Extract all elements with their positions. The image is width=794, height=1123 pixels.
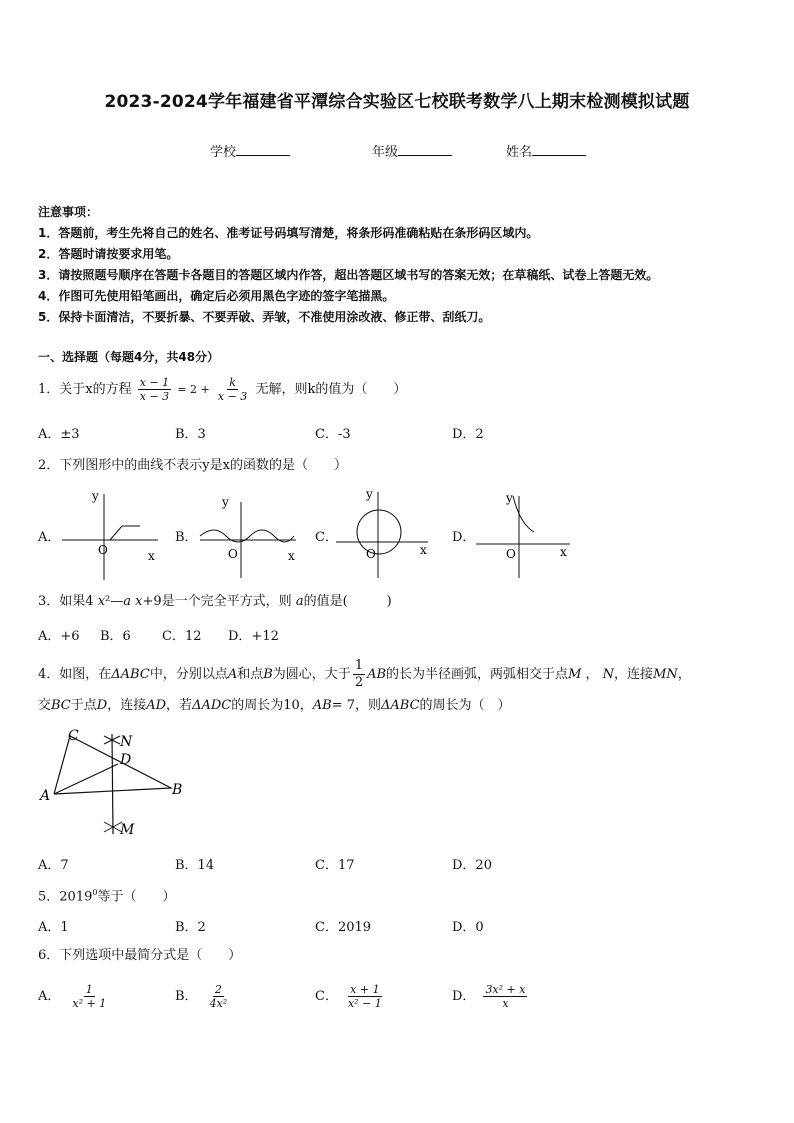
notes-section [38,202,658,328]
q4-option-d: D．20 [452,858,492,873]
origin-label: O [506,547,516,561]
x-axis-label: x [288,549,295,563]
name-field: 姓名 [506,141,586,160]
question-6: 6．下列选项中最简分式是（ ） [38,948,242,963]
point-a-label: A [40,788,51,804]
note-item: 2．答题时请按要求用笔。 [38,247,179,261]
school-field: 学校 [210,141,290,160]
point-b-label: B [172,782,183,798]
q5-option-a: A．1 [38,920,69,935]
y-axis-label: y [506,491,513,505]
question-1: 1．关于x的方程 $\frac{x - 1}{x - 3}$ = 2 + $\frac{k}{x - 3}$ 无解，则k的值为（ ） [38,376,407,403]
origin-label: O [98,543,108,557]
question-4-line1: 4．如图，在ΔABC中，分别以点A和点B为圆心，大于 $\frac{1}{2}$ AB的长为半径画弧，两弧相交于点M ， N，连接MN， [38,658,691,690]
note-item: 5．保持卡面清洁，不要折暴、不要弄破、弄皱，不准使用涂改液、修正带、刮纸刀。 [38,310,491,324]
origin-label: O [228,547,238,561]
point-m-label: M [120,822,135,838]
x-axis-label: x [420,543,427,557]
q5-option-c: C．2019 [315,920,372,935]
q4-option-c: C．17 [315,858,355,873]
graph-d [472,488,582,580]
section-heading: 一、选择题（每题4分，共48分） [38,350,220,364]
note-item: 3．请按照题号顺序在答题卡各题目的答题区域内作答，超出答题区域书写的答案无效；在草稿纸、试卷上答题无效。 [38,268,659,282]
point-c-label: C [68,728,79,744]
q3-option-b: B．6 [100,629,131,644]
q6-option-c: C． $\frac{x + 1}{\text{x² − 1}}$ [315,983,382,1010]
note-item: 4．作图可先使用铅笔画出，确定后必须用黑色字迹的签字笔描黑。 [38,289,395,303]
q6-option-d: D． $\frac{\text{3x² + x}}{x}$ [452,983,526,1010]
q4-option-b: B．14 [175,858,215,873]
q2-option-b: B． [175,530,198,545]
x-axis-label: x [148,549,155,563]
point-n-label: N [120,734,133,750]
y-axis-label: y [92,489,99,503]
y-axis-label: y [222,495,229,509]
notes-heading: 注意事项： [38,205,99,219]
note-item: 1．答题前，考生先将自己的姓名、准考证号码填写清楚，将条形码准确粘贴在条形码区域内。 [38,226,539,240]
question-2: 2．下列图形中的曲线不表示y是x的函数的是（ ） [38,458,347,473]
graph-b [196,490,306,580]
q4-option-a: A．7 [38,858,69,873]
question-5: 5．2019$^0$等于（ ） [38,888,176,905]
q3-option-d: D．+12 [228,629,279,644]
q1-option-c: C．-3 [315,427,351,442]
graph-a [58,484,168,582]
q2-option-c: C． [315,530,338,545]
q3-option-a: A．+6 [38,629,80,644]
q2-option-a: A． [38,530,61,545]
x-axis-label: x [560,545,567,559]
q2-option-d: D． [452,530,476,545]
q1-option-d: D．2 [452,427,484,442]
graph-c [332,484,442,580]
origin-label: O [366,547,376,561]
q1-option-a: A．±3 [38,427,80,442]
q6-option-a: A． $\frac{1}{\text{x² + 1}}$ [38,983,107,1010]
q1-option-b: B．3 [175,427,206,442]
question-4-line2: 交BC于点D，连接AD，若ΔADC的周长为10，AB= 7，则ΔABC的周长为（ ） [38,698,511,713]
question-3: 3．如果4 x²—a x+9是一个完全平方式，则 a的值是( ) [38,594,392,609]
q6-option-b: B． $\frac{2}{\text{4x²}}$ [175,983,228,1010]
triangle-figure [36,724,196,844]
q5-option-b: B．2 [175,920,206,935]
point-d-label: D [120,752,132,768]
page-title: 2023-2024学年福建省平潭综合实验区七校联考数学八上期末检测模拟试题 [104,92,690,112]
q3-option-c: C．12 [162,629,202,644]
y-axis-label: y [366,487,373,501]
grade-field: 年级 [372,141,452,160]
q5-option-d: D．0 [452,920,484,935]
